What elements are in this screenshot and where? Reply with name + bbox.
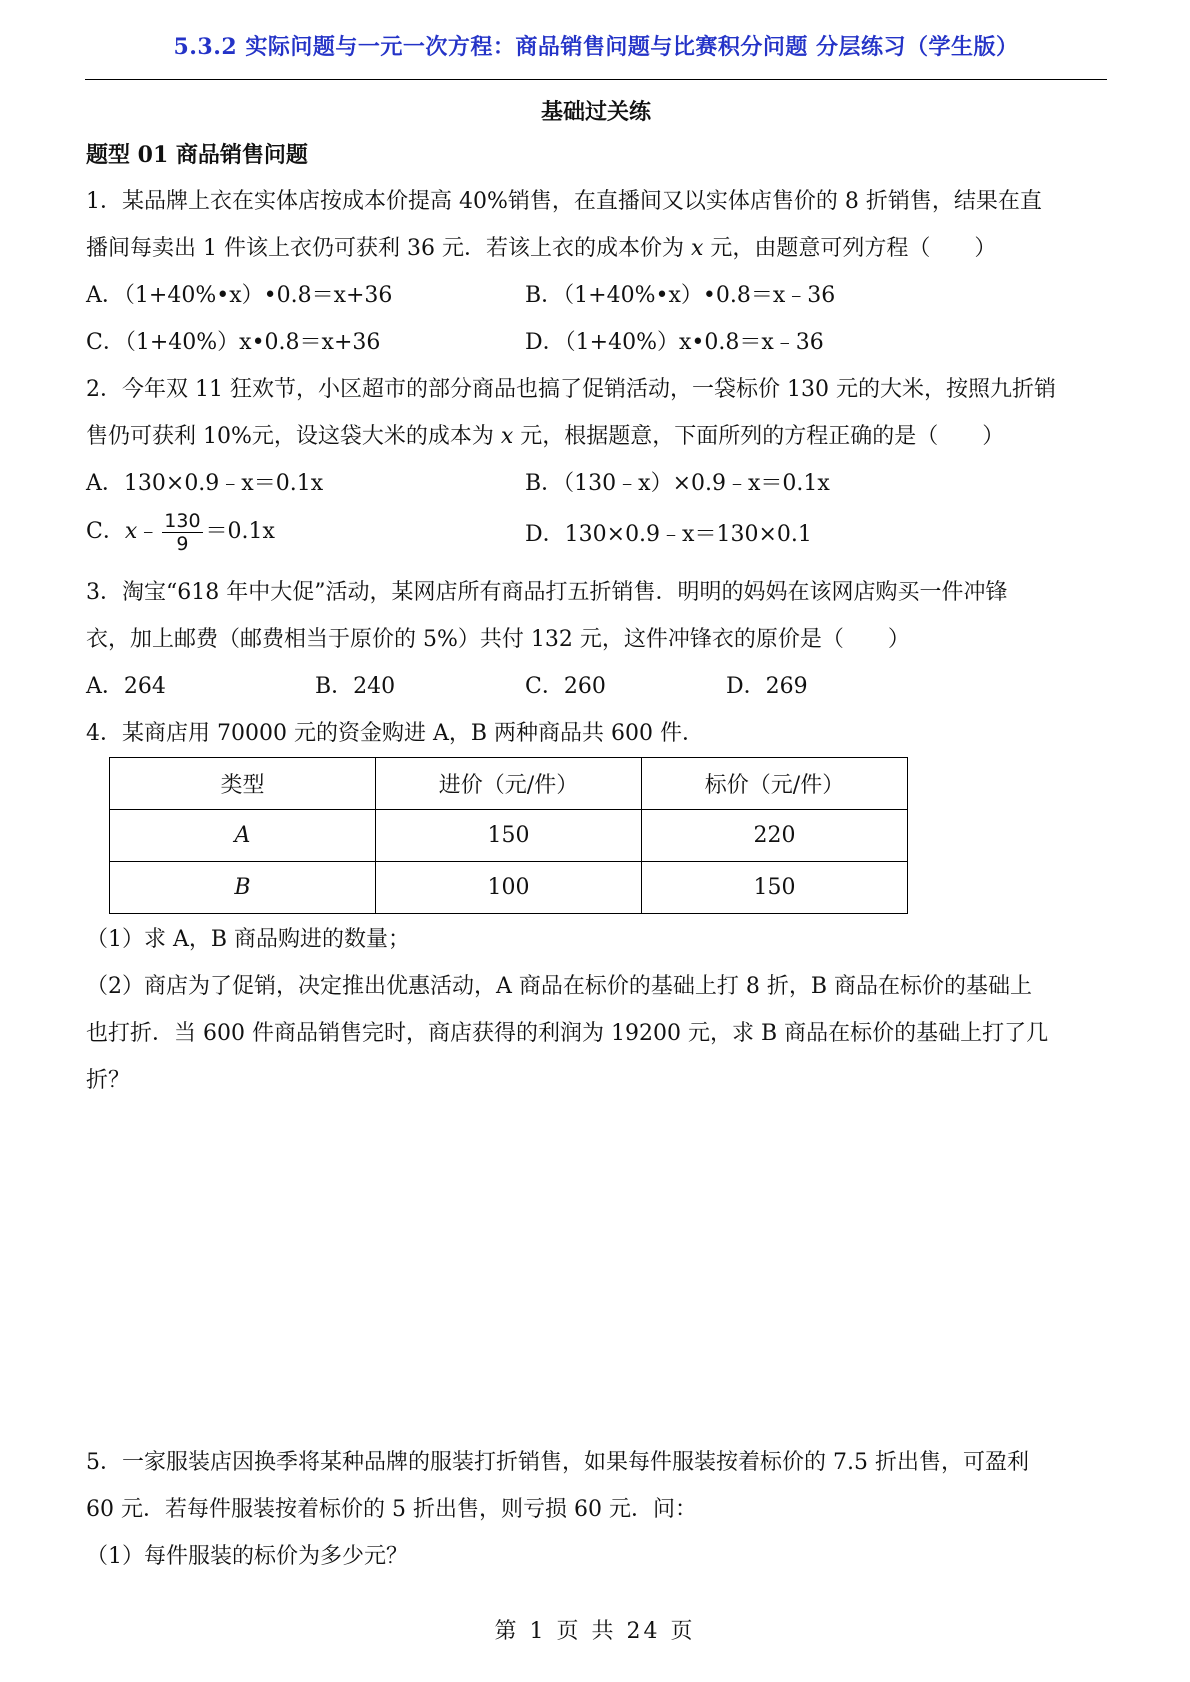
section-title: 基础过关练 [540,99,651,125]
q2-option-a: A．130×0.9﹣x＝0.1x [86,471,324,496]
price-table [109,757,908,914]
page-footer: 第 1 页 共 24 页 [494,1619,696,1644]
table-row [110,810,908,862]
q3-option-a: A．264 [86,674,166,699]
q5-text-line2: 60 元．若每件服装按着标价的 5 折出售，则亏损 60 元．问： [86,1497,697,1522]
q1-text-line2: 播间每卖出 1 件该上衣仍可获利 36 元．若该上衣的成本价为 x 元，由题意可列方程（ ） [86,236,997,261]
q1-text-line1: 1．某品牌上衣在实体店按成本价提高 40%销售，在直播间又以实体店售价的 8 折销售，结果在直 [86,189,1042,214]
q2-option-c: C．x﹣ $\frac{130}{9}$ ＝0.1x [86,509,275,555]
q4-text-line1: 4．某商店用 70000 元的资金购进 A，B 两种商品共 600 件． [86,721,704,746]
q2-option-b: B．（130﹣x）×0.9﹣x＝0.1x [525,471,830,496]
table-cell: 100 [376,862,642,914]
q1-option-d: D．（1+40%）x•0.8＝x﹣36 [525,330,824,355]
q3-text-line2: 衣，加上邮费（邮费相当于原价的 5%）共付 132 元，这件冲锋衣的原价是（ ） [86,627,910,652]
q5-text-line1: 5．一家服装店因换季将某种品牌的服装打折销售，如果每件服装按着标价的 7.5 折出售，可盈利 [86,1450,1029,1475]
table-row [110,862,908,914]
q1-option-b: B．（1+40%•x）•0.8＝x﹣36 [525,283,836,308]
table-cell: B [110,862,376,914]
q3-option-d: D．269 [726,674,808,699]
table-header-cell: 类型 [110,758,376,810]
q5-part1: （1）每件服装的标价为多少元？ [86,1544,408,1569]
q3-option-b: B．240 [315,674,396,699]
table-cell: 220 [642,810,908,862]
table-cell: 150 [642,862,908,914]
document-title: 5.3.2 实际问题与一元一次方程：商品销售问题与比赛积分问题 分层练习（学生版） [173,34,1019,60]
table-cell: 150 [376,810,642,862]
q2-text-line1: 2．今年双 11 狂欢节，小区超市的部分商品也搞了促销活动，一袋标价 130 元的大米，按照九折销 [86,377,1056,402]
header-divider [85,79,1107,80]
q1-option-a: A．（1+40%•x）•0.8＝x+36 [86,283,393,308]
q3-text-line1: 3．淘宝“618 年中大促”活动，某网店所有商品打五折销售．明明的妈妈在该网店购买一件冲锋 [86,580,1008,605]
q2-text-line2: 售仍可获利 10%元，设这袋大米的成本为 x 元，根据题意，下面所列的方程正确的是（ ） [86,424,1005,449]
q2-option-d: D．130×0.9﹣x＝130×0.1 [525,522,812,547]
table-header-cell: 进价（元/件） [376,758,642,810]
table-header-cell: 标价（元/件） [642,758,908,810]
fraction: $\frac{130}{9}$ [164,509,201,555]
q4-part1: （1）求 A，B 商品购进的数量； [86,927,411,952]
q4-part2-line1: （2）商店为了促销，决定推出优惠活动，A 商品在标价的基础上打 8 折，B 商品在标价的基础上 [86,974,1033,999]
table-header-row [110,758,908,810]
question-type-heading: 题型 01 商品销售问题 [86,142,308,168]
q3-option-c: C．260 [525,674,606,699]
q4-part2-line3: 折？ [86,1068,131,1093]
table-cell: A [110,810,376,862]
q4-part2-line2: 也打折．当 600 件商品销售完时，商店获得的利润为 19200 元，求 B 商品在标价的基础上打了几 [86,1021,1049,1046]
q1-option-c: C．（1+40%）x•0.8＝x+36 [86,330,381,355]
